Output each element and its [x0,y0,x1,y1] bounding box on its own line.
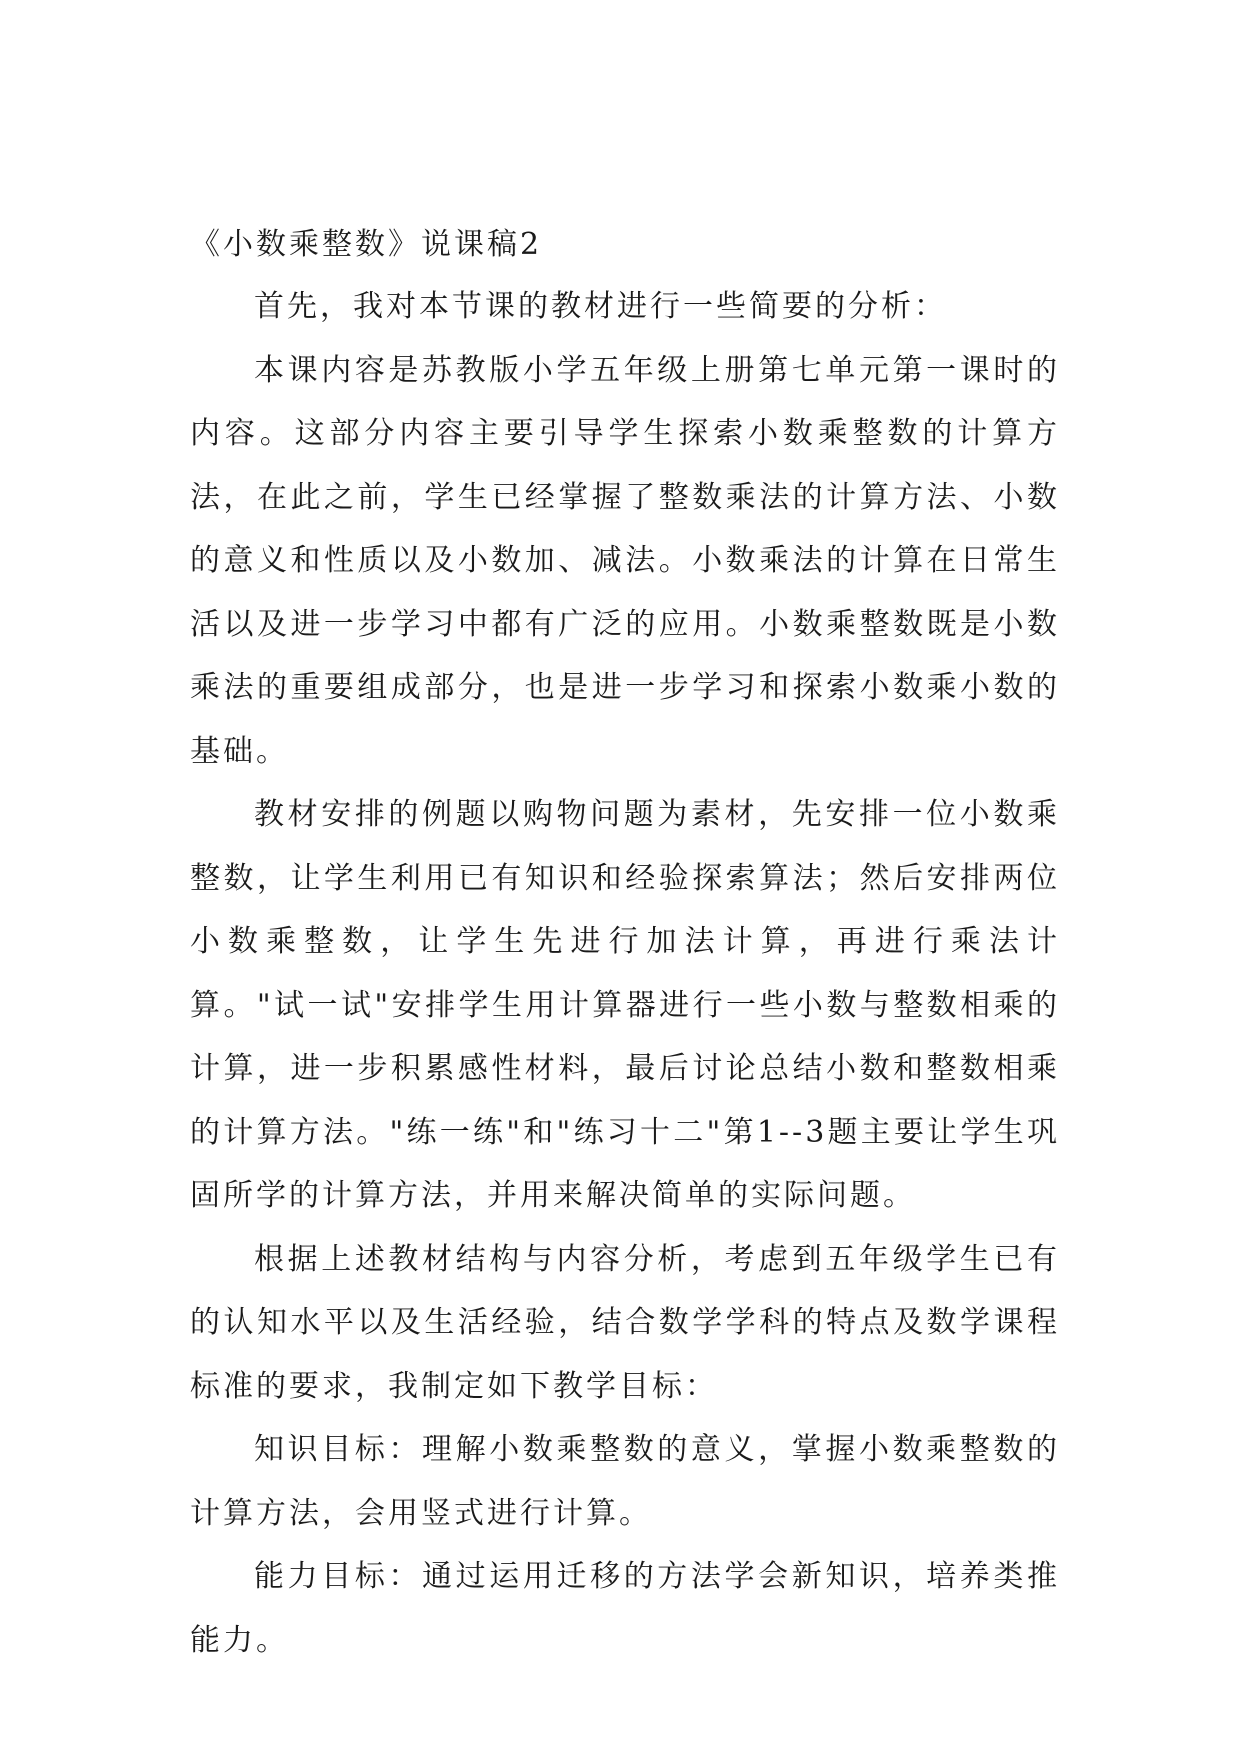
paragraph-goal-basis: 根据上述教材结构与内容分析，考虑到五年级学生已有的认知水平以及生活经验，结合数学学科的特点及数学课程标准的要求，我制定如下教学目标： [190,1241,1060,1404]
paragraph-content-overview: 本课内容是苏教版小学五年级上册第七单元第一课时的内容。这部分内容主要引导学生探索小数乘整数的计算方法，在此之前，学生已经掌握了整数乘法的计算方法、小数的意义和性质以及小数加、减法。小数乘法的计算在日常生活以及进一步学习中都有广泛的应用。小数乘整数既是小数乘法的重要组成部分，也是进一步学习和探索小数乘小数的基础。 [190,352,1060,769]
paragraph-ability-goal: 能力目标：通过运用迁移的方法学会新知识，培养类推能力。 [190,1559,1060,1658]
paragraph-knowledge-goal: 知识目标：理解小数乘整数的意义，掌握小数乘整数的计算方法，会用竖式进行计算。 [190,1432,1060,1531]
paragraph-textbook-arrangement: 教材安排的例题以购物问题为素材，先安排一位小数乘整数，让学生利用已有知识和经验探索算法；然后安排两位小数乘整数，让学生先进行加法计算，再进行乘法计算。"试一试"安排学生用计算器进行一些小数与整数相乘的计算，进一步积累感性材料，最后讨论总结小数和整数相乘的计算方法。"练一练"和"练习十二"第1--3题主要让学生巩固所学的计算方法，并用来解决简单的实际问题。 [190,797,1060,1213]
document-body [190,215,1060,1672]
document-title: 《小数乘整数》说课稿2 [190,227,543,262]
paragraph-intro: 首先，我对本节课的教材进行一些简要的分析： [254,289,947,324]
